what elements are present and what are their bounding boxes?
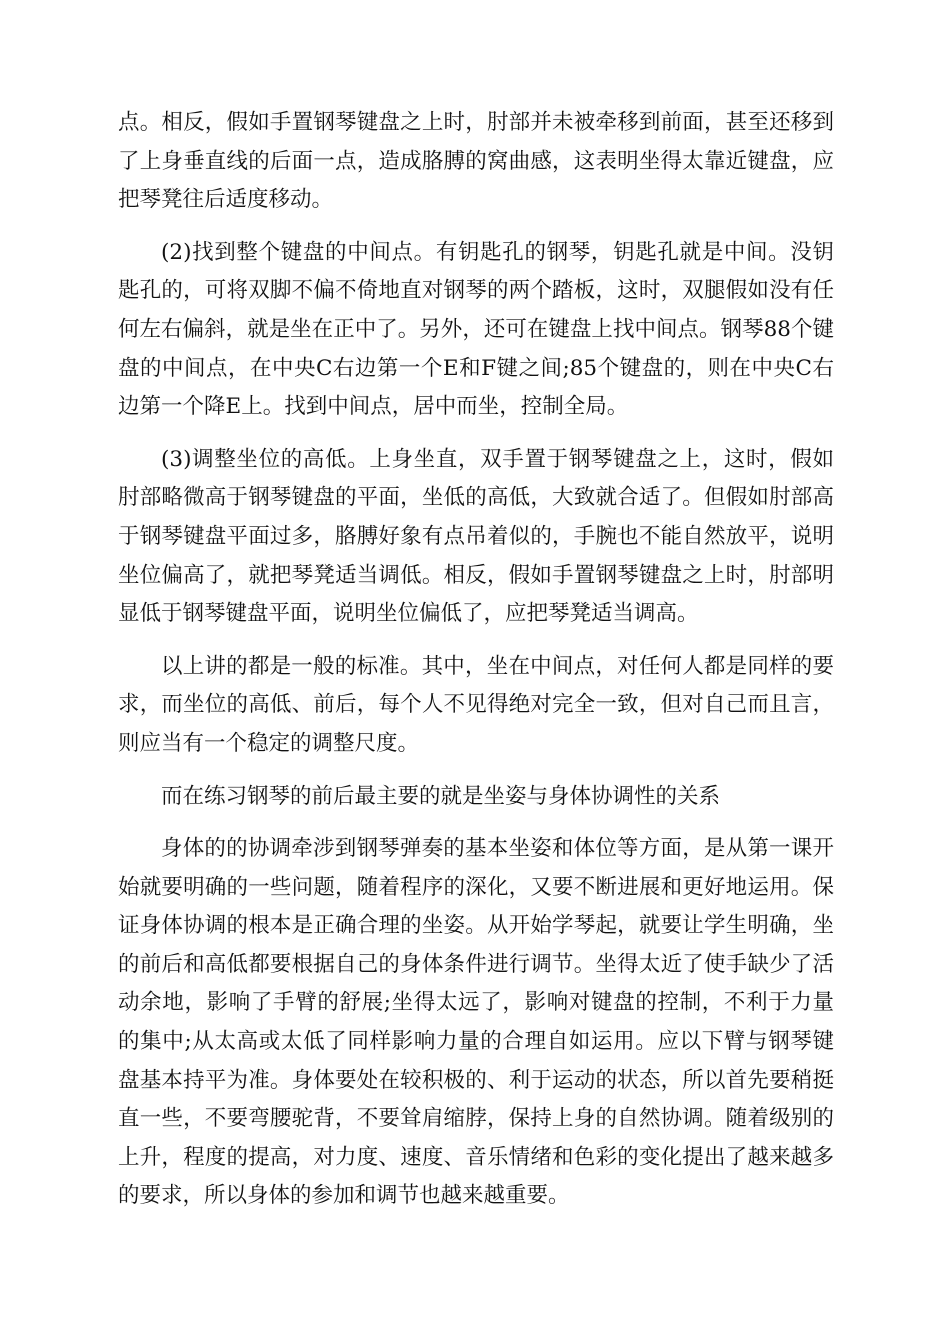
paragraph-find-center-point: (2)找到整个键盘的中间点。有钥匙孔的钢琴，钥匙孔就是中间。没钥匙孔的，可将双脚不偏不倚地直对钢琴的两个踏板，这时，双腿假如没有任何左右偏斜，就是坐在正中了。另外，还可在键盘上找中间点。钢琴88个键盘的中间点，在中央C右边第一个E和F键之间;85个键盘的，则在中央C右边第一个降E上。找到中间点，居中而坐，控制全局。	[118, 239, 834, 420]
paragraph-adjust-seat-height: (3)调整坐位的高低。上身坐直，双手置于钢琴键盘之上，这时，假如肘部略微高于钢琴键盘的平面，坐低的高低，大致就合适了。但假如肘部高于钢琴键盘平面过多，胳膊好象有点吊着似的，手腕也不能自然放平，说明坐位偏高了，就把琴凳适当调低。相反，假如手置钢琴键盘之上时，肘部明显低于钢琴键盘平面，说明坐位偏低了，应把琴凳适当调高。	[118, 446, 834, 627]
section-heading-posture: 而在练习钢琴的前后最主要的就是坐姿与身体协调性的关系	[161, 783, 721, 809]
paragraph-body-coordination: 身体的的协调牵涉到钢琴弹奏的基本坐姿和体位等方面，是从第一课开始就要明确的一些问题，随着程序的深化，又要不断进展和更好地运用。保证身体协调的根本是正确合理的坐姿。从开始学琴起，就要让学生明确，坐的前后和高低都要根据自己的身体条件进行调节。坐得太近了使手缺少了活动余地，影响了手臂的舒展;坐得太远了，影响对键盘的控制，不利于力量的集中;从太高或太低了同样影响力量的合理自如运用。应以下臂与钢琴键盘基本持平为准。身体要处在较积极的、利于运动的状态，所以首先要稍挺直一些，不要弯腰驼背，不要耸肩缩脖，保持上身的自然协调。随着级别的上升，程度的提高，对力度、速度、音乐情绪和色彩的变化提出了越来越多的要求，所以身体的参加和调节也越来越重要。	[118, 836, 834, 1209]
paragraph-continuation: 点。相反，假如手置钢琴键盘之上时，肘部并未被牵移到前面，甚至还移到了上身垂直线的后面一点，造成胳膊的窝曲感，这表明坐得太靠近键盘，应把琴凳往后适度移动。	[118, 110, 834, 213]
paragraph-general-standard: 以上讲的都是一般的标准。其中，坐在中间点，对任何人都是同样的要求，而坐位的高低、前后，每个人不见得绝对完全一致，但对自己而且言，则应当有一个稳定的调整尺度。	[118, 653, 834, 756]
document-page	[118, 104, 834, 1230]
